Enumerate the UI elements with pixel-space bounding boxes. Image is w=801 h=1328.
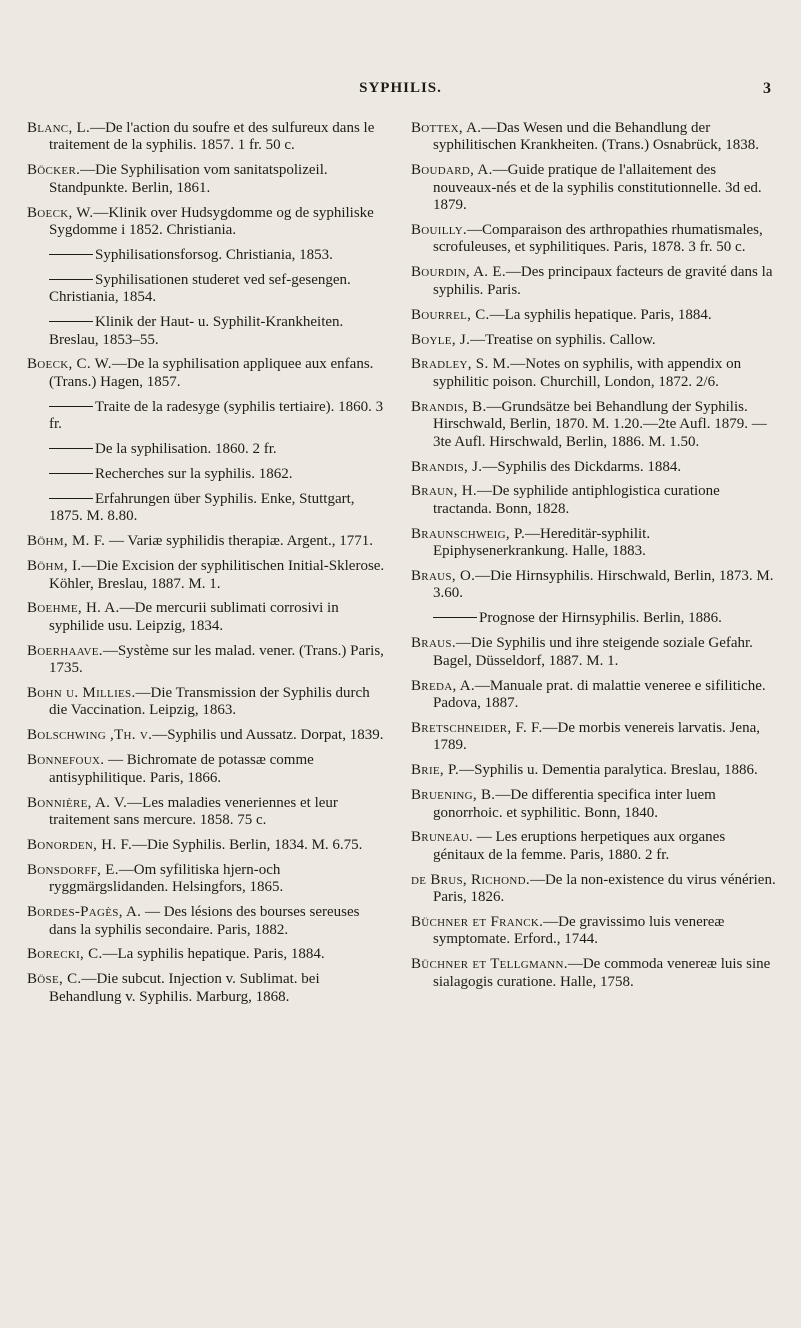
bibliography-entry — [27, 314, 387, 349]
bibliography-entry — [27, 946, 387, 963]
bibliography-entry — [27, 399, 387, 434]
bibliography-entry — [411, 526, 777, 561]
bibliography-entry — [411, 399, 777, 451]
bibliography-entry — [411, 459, 777, 476]
bibliography-entry — [27, 356, 387, 391]
entry-text: —Comparaison des arthropathies rhumatismales, scrofuleuses, et syphilitiques. Paris, 1878. 3 fr. 50 c. — [433, 222, 763, 256]
entry-author: Boudard, A. — [411, 162, 493, 179]
bibliography-entry — [27, 272, 387, 307]
entry-text: —Des principaux facteurs de gravité dans la syphilis. Paris. — [433, 264, 773, 298]
entry-text: —La syphilis hepatique. Paris, 1884. — [102, 946, 325, 963]
entry-text: —Notes on syphilis, with appendix on syphilitic poison. Churchill, London, 1872. 2/6. — [433, 356, 742, 390]
entry-text: —De gravissimo luis venereæ symptomate. Erford., 1744. — [433, 914, 725, 948]
bibliography-entry — [411, 914, 777, 949]
entry-text: —Die Syphilis. Berlin, 1834. M. 6.75. — [132, 836, 363, 853]
entry-text: —De l'action du soufre et des sulfureux dans le traitement de la syphilis. 1857. 1 fr. 50 c. — [49, 120, 375, 154]
entry-text: —De mercurii sublimati corrosivi in syphilide usu. Leipzig, 1834. — [49, 600, 339, 634]
entry-text: —Die Syphilis und ihre steigende soziale Gefahr. Bagel, Düsseldorf, 1887. M. 1. — [433, 635, 753, 669]
entry-text: —Die Excision der syphilitischen Initial-Sklerose. Köhler, Breslau, 1887. M. 1. — [49, 558, 385, 592]
entry-author: Bohn u. Millies. — [27, 685, 136, 702]
entry-author: Bolschwing ,Th. v. — [27, 727, 153, 744]
bibliography-entry — [27, 491, 387, 526]
entry-text: —Syphilis u. Dementia paralytica. Breslau, 1886. — [459, 762, 758, 779]
bibliography-entry — [27, 752, 387, 787]
bibliography-entry — [27, 727, 387, 744]
entry-text: —Die subcut. Injection v. Sublimat. bei Behandlung v. Syphilis. Marburg, 1868. — [49, 971, 320, 1005]
entry-author: Büchner et Tellgmann. — [411, 956, 568, 973]
entry-author: Bourdin, A. E. — [411, 264, 506, 281]
bibliography-entry — [411, 635, 777, 670]
bibliography-entry — [27, 685, 387, 720]
entry-author: Böhm, I. — [27, 558, 82, 575]
bibliography-entry — [27, 643, 387, 678]
entry-text: Syphilisationsforsog. Christiania, 1853. — [95, 246, 333, 263]
ditto-dash — [49, 406, 93, 407]
bibliography-entry — [411, 222, 777, 257]
entry-text: —Treatise on syphilis. Callow. — [470, 331, 656, 348]
entry-text: — Variæ syphilidis therapiæ. Argent., 1771. — [105, 533, 373, 550]
bibliography-entry — [27, 441, 387, 458]
ditto-dash — [49, 321, 93, 322]
bibliography-entry — [411, 264, 777, 299]
entry-text: —Hereditär-syphilit. Epiphysenerkrankung. Halle, 1883. — [433, 525, 651, 560]
entry-author: Bourrel, C. — [411, 306, 490, 323]
entry-author: Boeck, C. W. — [27, 356, 112, 373]
entry-text: —De la non-existence du virus vénérien. Paris, 1826. — [433, 871, 776, 906]
entry-author: Bottex, A. — [411, 120, 482, 136]
entry-text: —Die Transmission der Syphilis durch die Vaccination. Leipzig, 1863. — [49, 685, 370, 719]
entry-text: Syphilisationen studeret ved sef-gesengen. Christiania, 1854. — [49, 271, 351, 306]
ditto-dash — [433, 617, 477, 618]
entry-author: Boyle, J. — [411, 331, 471, 348]
entry-text: Klinik der Haut- u. Syphilit-Krankheiten. Breslau, 1853–55. — [49, 314, 344, 348]
running-title: SYPHILIS. — [359, 80, 442, 96]
entry-text: De la syphilisation. 1860. 2 fr. — [95, 441, 277, 458]
bibliography-entry — [27, 247, 387, 264]
entry-text: Erfahrungen über Syphilis. Enke, Stuttgart, 1875. M. 8.80. — [49, 490, 355, 525]
bibliography-entry — [27, 795, 387, 830]
bibliography-entry — [411, 568, 777, 603]
entry-author: Bradley, S. M. — [411, 356, 511, 373]
bibliography-entry — [27, 971, 387, 1006]
bibliography-entry — [411, 829, 777, 864]
page-number: 3 — [763, 80, 771, 97]
entry-author: Bordes-Pagès, A. — [27, 904, 142, 921]
bibliography-entry — [411, 787, 777, 822]
entry-text: Recherches sur la syphilis. 1862. — [95, 466, 293, 482]
bibliography-entry — [411, 483, 777, 518]
entry-text: —De morbis venereis larvatis. Jena, 1789. — [433, 719, 760, 754]
entry-author: Büchner et Franck. — [411, 914, 544, 931]
entry-text: —Syphilis und Aussatz. Dorpat, 1839. — [152, 727, 384, 744]
entry-text: Prognose der Hirnsyphilis. Berlin, 1886. — [479, 610, 722, 627]
bibliography-entry — [27, 862, 387, 897]
bibliography-entry — [27, 120, 387, 155]
bibliography-entry — [411, 956, 777, 991]
entry-text: —De la syphilisation appliquee aux enfans. (Trans.) Hagen, 1857. — [49, 356, 374, 390]
entry-author: Brandis, B. — [411, 398, 487, 415]
bibliography-entry — [27, 837, 387, 854]
entry-text: —Om syfilitiska hjern-och ryggmärgslidanden. Helsingfors, 1865. — [49, 861, 284, 896]
entry-author: Borecki, C. — [27, 946, 103, 963]
entry-author: Bruneau. — [411, 829, 473, 846]
bibliography-entry — [411, 162, 777, 214]
bibliography-entry — [411, 872, 777, 907]
bibliography-entry — [411, 762, 777, 779]
entry-text: —De syphilide antiphlogistica curatione tractanda. Bonn, 1828. — [433, 483, 720, 517]
entry-text: —Manuale prat. di malattie veneree e sifilitiche. Padova, 1887. — [433, 677, 766, 711]
bibliography-entry — [411, 332, 777, 349]
bibliography-entry — [27, 558, 387, 593]
left-column — [27, 120, 387, 1014]
entry-author: Bonsdorff, E. — [27, 861, 119, 878]
entry-author: Blanc, L. — [27, 120, 91, 136]
entry-text: —De commoda venereæ luis sine sialagogis curatione. Halle, 1758. — [433, 956, 771, 990]
bibliography-entry — [27, 162, 387, 197]
entry-author: Breda, A. — [411, 677, 475, 694]
ditto-dash — [49, 498, 93, 499]
page-header — [0, 80, 801, 106]
entry-text: — Bichromate de potassæ comme antisyphilitique. Paris, 1866. — [49, 752, 314, 786]
bibliography-entry — [27, 600, 387, 635]
ditto-dash — [49, 473, 93, 474]
entry-author: Bonorden, H. F. — [27, 836, 133, 853]
entry-text: —Das Wesen und die Behandlung der syphilitischen Krankheiten. (Trans.) Osnabrück, 1838. — [433, 120, 760, 154]
entry-text: —Die Hirnsyphilis. Hirschwald, Berlin, 1873. M. 3.60. — [433, 568, 774, 602]
ditto-dash — [49, 279, 93, 280]
entry-text: —Les maladies veneriennes et leur traitement sans mercure. 1858. 75 c. — [49, 794, 338, 828]
entry-author: Braus, O. — [411, 568, 476, 585]
bibliography-entry — [27, 205, 387, 240]
entry-author: Boeck, W. — [27, 204, 94, 221]
bibliography-entry — [411, 356, 777, 391]
entry-text: —Klinik over Hudsygdomme og de syphiliske Sygdomme i 1852. Christiania. — [49, 204, 374, 239]
entry-text: —Guide pratique de l'allaitement des nouveaux-nés et de la syphilis constitutionnelle. 3d ed. 1879. — [433, 162, 762, 214]
entry-text: —Système sur les malad. vener. (Trans.) Paris, 1735. — [49, 642, 384, 677]
entry-author: Boehme, H. A. — [27, 600, 120, 617]
entry-text: Traite de la radesyge (syphilis tertiaire). 1860. 3 fr. — [49, 398, 384, 433]
entry-text: —Die Syphilisation vom sanitatspolizeil. Standpunkte. Berlin, 1861. — [49, 162, 328, 196]
right-column — [411, 120, 777, 999]
entry-text: —Syphilis des Dickdarms. 1884. — [482, 458, 682, 475]
entry-author: de Brus, Richond. — [411, 871, 530, 888]
bibliography-entry — [27, 533, 387, 550]
bibliography-entry — [411, 610, 777, 627]
entry-author: Böcker. — [27, 162, 81, 179]
entry-author: Boerhaave. — [27, 642, 103, 659]
entry-author: Bouilly. — [411, 222, 467, 239]
entry-author: Braunschweig, P. — [411, 525, 526, 542]
entry-author: Bruening, B. — [411, 787, 496, 804]
bibliography-entry — [411, 120, 777, 155]
bibliography-entry — [27, 466, 387, 483]
entry-text: —De differentia specifica inter luem gonorrhoic. et syphilitic. Bonn, 1840. — [433, 787, 716, 821]
bibliography-entry — [411, 720, 777, 755]
entry-author: Böse, C. — [27, 971, 82, 988]
ditto-dash — [49, 254, 93, 255]
entry-author: Braus. — [411, 635, 456, 652]
entry-text: —Grundsätze bei Behandlung der Syphilis. Hirschwald, Berlin, 1870. M. 1.20.—2te Aufl. 1879. —3te Aufl. Hirschwald, Berlin, 1886. M. 1.50. — [433, 398, 767, 450]
entry-author: Bonnefoux. — [27, 752, 105, 769]
entry-text: —La syphilis hepatique. Paris, 1884. — [489, 306, 712, 323]
entry-text: — Des lésions des bourses sereuses dans la syphilis secondaire. Paris, 1882. — [49, 904, 360, 938]
ditto-dash — [49, 448, 93, 449]
entry-author: Brandis, J. — [411, 458, 483, 475]
entry-author: Brie, P. — [411, 762, 460, 779]
entry-author: Braun, H. — [411, 483, 477, 500]
entry-author: Böhm, M. F. — [27, 533, 106, 550]
bibliography-entry — [411, 307, 777, 324]
entry-text: — Les eruptions herpetiques aux organes génitaux de la femme. Paris, 1880. 2 fr. — [433, 829, 726, 863]
bibliography-entry — [411, 678, 777, 713]
bibliography-entry — [27, 904, 387, 939]
entry-author: Bretschneider, F. F. — [411, 719, 543, 736]
entry-author: Bonnière, A. V. — [27, 794, 128, 811]
